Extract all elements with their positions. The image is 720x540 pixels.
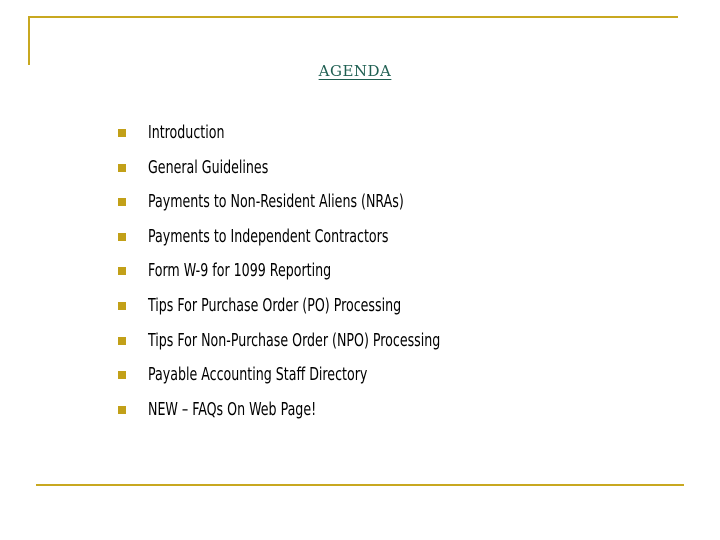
agenda-list bbox=[118, 121, 523, 432]
left-frame-line bbox=[28, 16, 30, 65]
square-bullet-icon bbox=[118, 371, 126, 379]
list-item bbox=[118, 294, 523, 329]
agenda-item-label: Form W-9 for 1099 Reporting bbox=[148, 260, 332, 282]
agenda-item-label: Payments to Non-Resident Aliens (NRAs) bbox=[148, 191, 404, 213]
agenda-item-label: General Guidelines bbox=[148, 156, 269, 178]
agenda-item-label: NEW – FAQs On Web Page! bbox=[148, 398, 317, 420]
square-bullet-icon bbox=[118, 198, 126, 206]
list-item bbox=[118, 259, 523, 294]
list-item bbox=[118, 363, 523, 398]
list-item bbox=[118, 121, 523, 156]
top-frame-line bbox=[28, 16, 678, 18]
agenda-item-label: Payable Accounting Staff Directory bbox=[148, 364, 368, 386]
square-bullet-icon bbox=[118, 233, 126, 241]
agenda-item-label: Payments to Independent Contractors bbox=[148, 225, 389, 247]
list-item bbox=[118, 329, 523, 364]
agenda-item-label: Tips For Purchase Order (PO) Processing bbox=[148, 294, 402, 316]
list-item bbox=[118, 225, 523, 260]
square-bullet-icon bbox=[118, 406, 126, 414]
agenda-item-label: Tips For Non-Purchase Order (NPO) Processing bbox=[148, 329, 441, 351]
bottom-frame-line bbox=[36, 484, 684, 486]
slide-title: AGENDA bbox=[318, 62, 392, 80]
list-item bbox=[118, 398, 523, 433]
list-item bbox=[118, 190, 523, 225]
square-bullet-icon bbox=[118, 302, 126, 310]
square-bullet-icon bbox=[118, 164, 126, 172]
list-item bbox=[118, 156, 523, 191]
square-bullet-icon bbox=[118, 337, 126, 345]
agenda-item-label: Introduction bbox=[148, 122, 225, 143]
square-bullet-icon bbox=[118, 267, 126, 275]
square-bullet-icon bbox=[118, 129, 126, 137]
